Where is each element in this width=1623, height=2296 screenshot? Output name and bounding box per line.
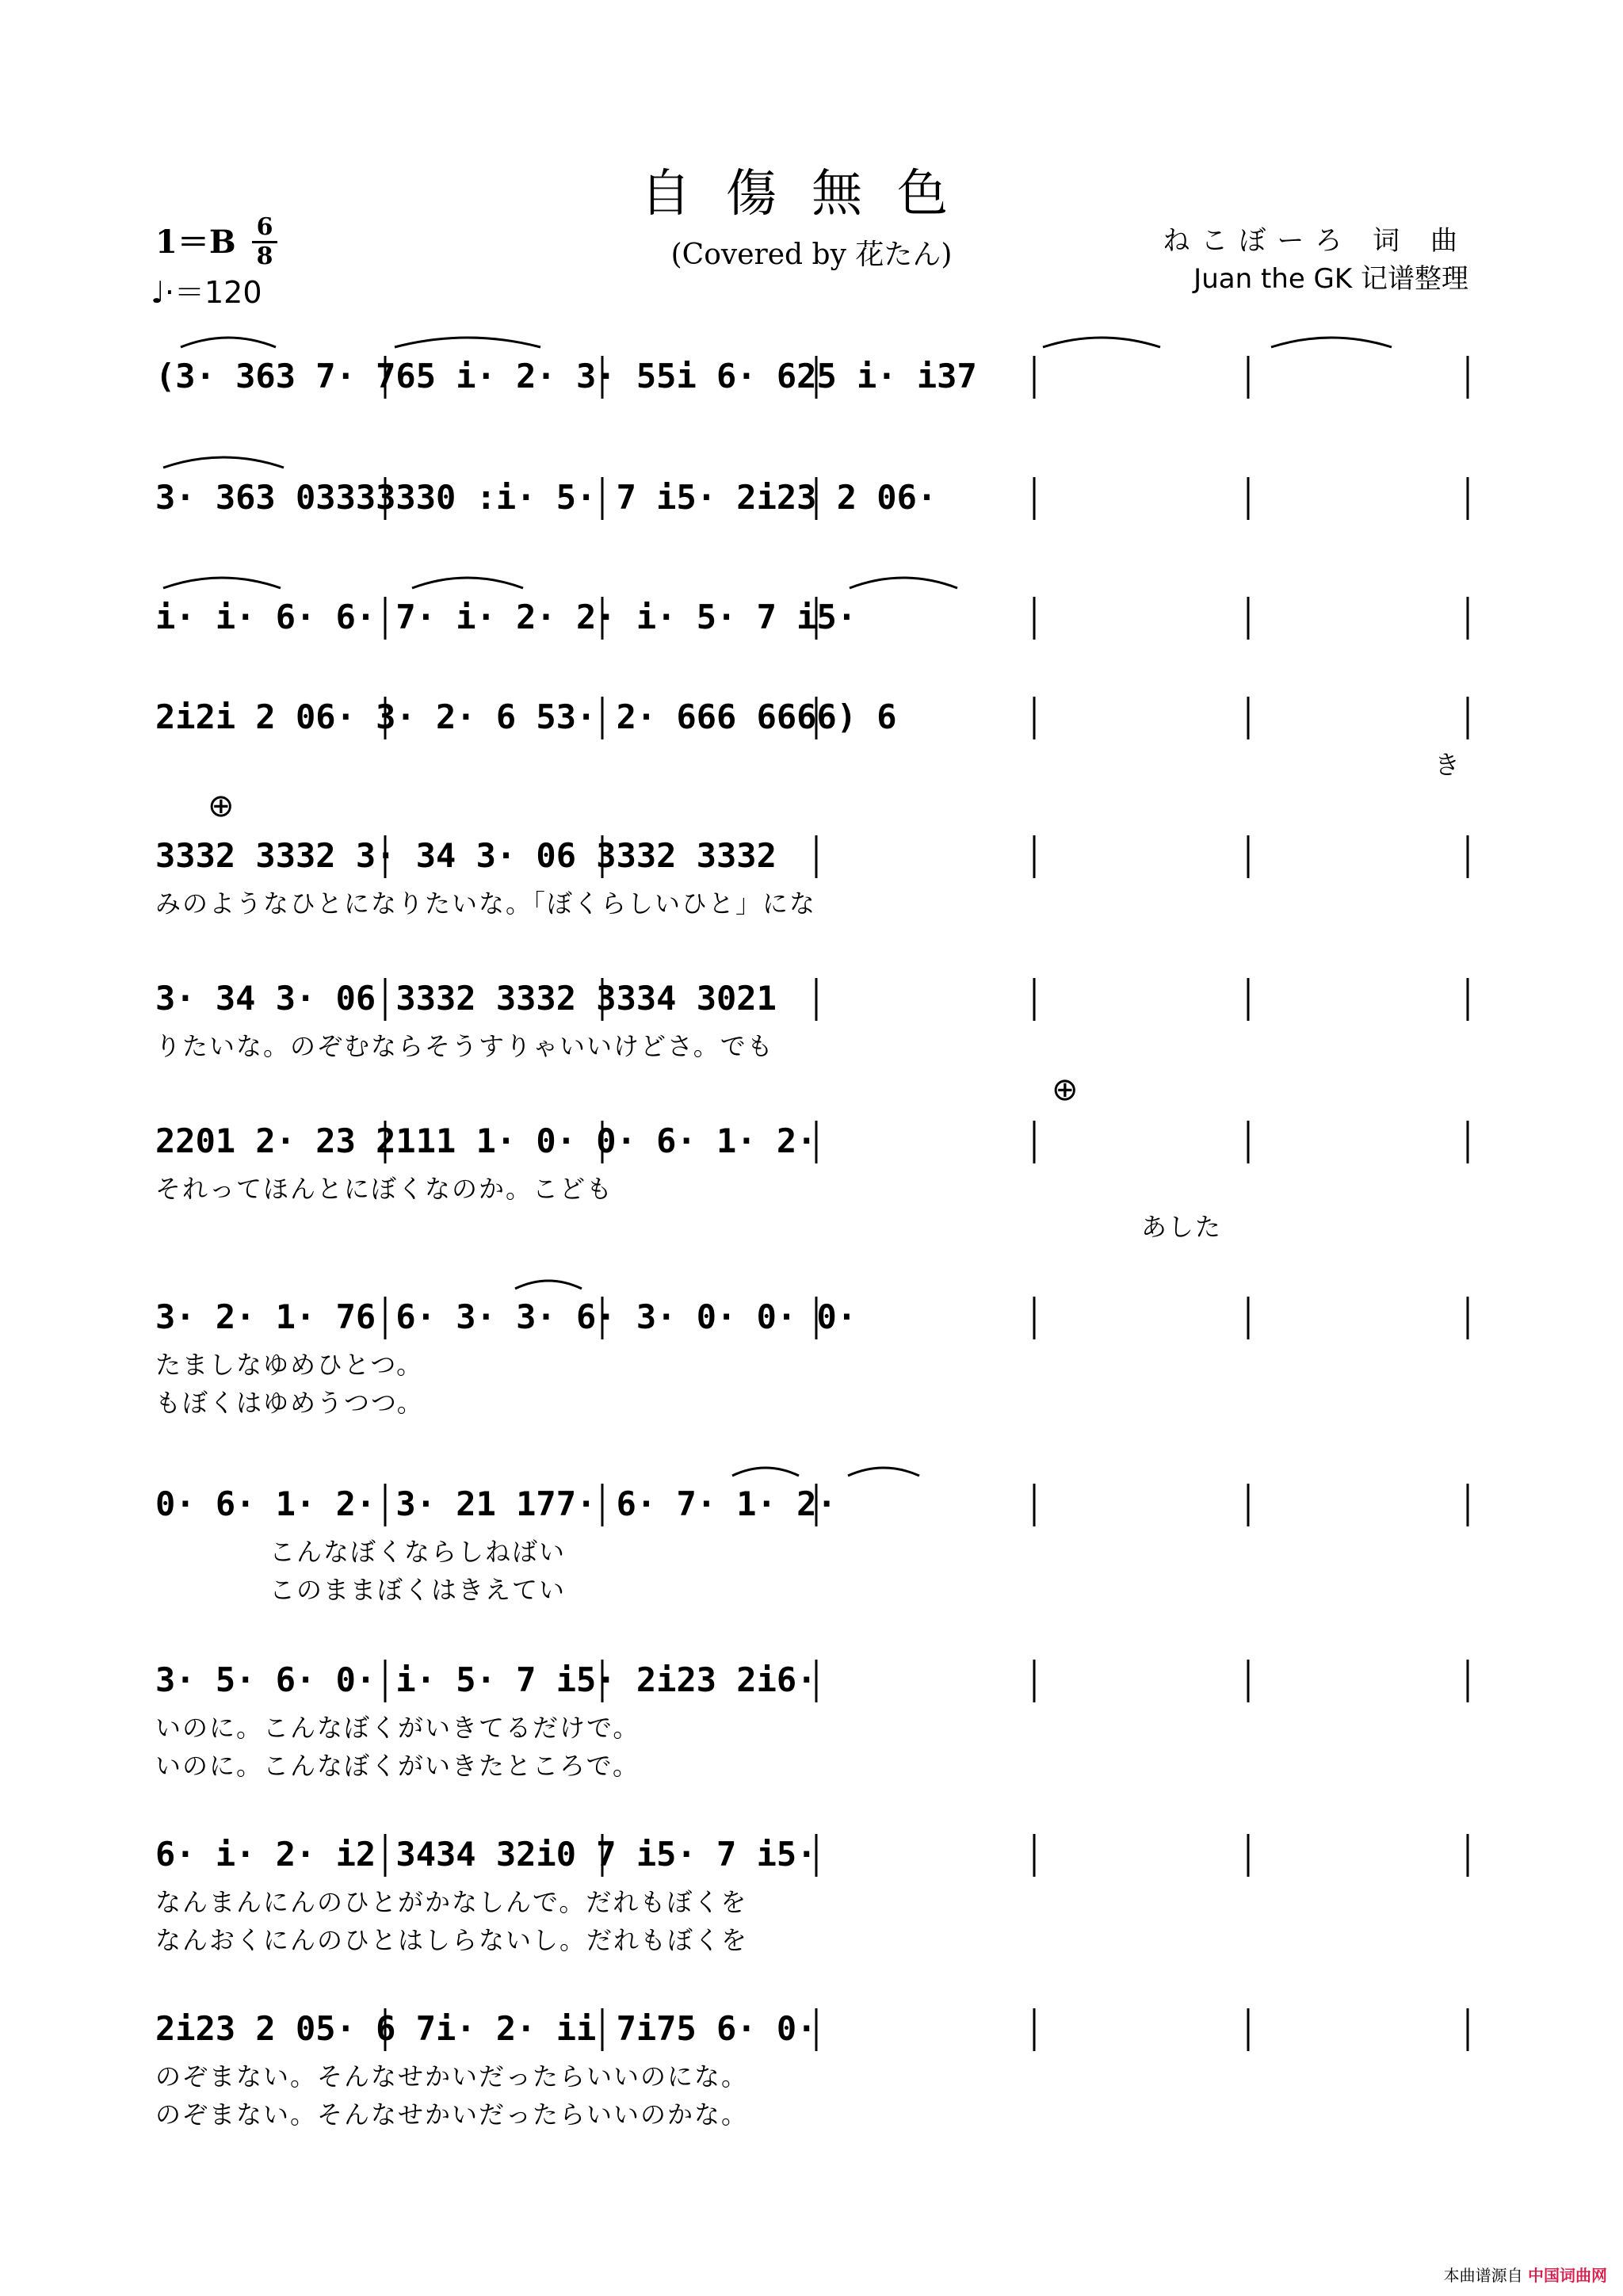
notes-line: i· i· 6· 6· 7· i· 2· 2· i· 5· 7 i5· (155, 598, 857, 636)
tie (163, 578, 281, 588)
notes-line: 2i23 2 05· 6 7i· 2· ii 7i75 6· 0· (155, 2009, 817, 2048)
tie (181, 338, 276, 347)
footer-source (1444, 2265, 1607, 2286)
notes-line: 3332 3332 3· 34 3· 06 3332 3332 (155, 836, 777, 875)
notes-line: 0· 6· 1· 2· 3· 21 177· 6· 7· 1· 2· (155, 1484, 837, 1523)
footer-source-label: 本曲谱源自 (1443, 2266, 1523, 2285)
credit-lyrics: ねこぼーろ 词 曲 (1163, 225, 1468, 257)
notes-line: 2i2i 2 06· 3· 2· 6 53· 2· 666 6666) 6 (155, 697, 897, 736)
tie (1271, 338, 1392, 347)
notes-line: (3· 363 7· 765 i· 2· 3· 55i 6· 625 i· i37 (155, 357, 977, 395)
meter-bottom: 8 (256, 243, 273, 270)
tie (1043, 338, 1160, 347)
page-title: 自傷無色 (640, 165, 983, 223)
tie (850, 578, 957, 588)
lyrics-line-1: たましなゆめひとつ。 (155, 1350, 424, 1380)
tie (395, 338, 540, 347)
tie (848, 1468, 919, 1476)
lyrics-line-1: みのようなひとになりたいな。「ぼくらしいひと」にな (155, 888, 817, 919)
lyrics-pickup: き (1434, 750, 1462, 780)
barlines (385, 356, 1468, 2051)
lyrics-line-1: いのに。こんなぼくがいきてるだけで。 (155, 1713, 640, 1743)
lyrics-line-1: こんなぼくならしねばい (269, 1537, 567, 1567)
tie (163, 457, 284, 468)
subtitle: (Covered by 花たん) (670, 239, 953, 271)
ties (163, 338, 1392, 1476)
lyrics-line-1: それってほんとにぼくなのか。こども (155, 1174, 614, 1204)
lyrics-line-2: のぞまない。そんなせかいだったらいいのかな。 (155, 2099, 749, 2130)
credit-score: Juan the GK 记谱整理 (1193, 263, 1468, 295)
notes-line: 3· 363 03333330 :i· 5· 7 i5· 2i23 2 06· (155, 478, 938, 517)
lyrics-line-1: のぞまない。そんなせかいだったらいいのにな。 (155, 2061, 749, 2092)
notes-line: 3· 2· 1· 76 6· 3· 3· 6· 3· 0· 0· 0· (155, 1297, 857, 1336)
lyrics-line-2: いのに。こんなぼくがいきたところで。 (155, 1751, 640, 1781)
notes-line: 2201 2· 23 2111 1· 0· 0· 6· 1· 2· (155, 1121, 817, 1160)
notes-line: 6· i· 2· i2 3434 32i0 7 i5· 7 i5· (155, 1835, 817, 1874)
notes-line: 3· 34 3· 06 3332 3332 3334 3021 (155, 979, 777, 1018)
tie (515, 1281, 582, 1289)
coda-icon: ⊕ (208, 788, 235, 824)
lyrics-line-2: あした (1141, 1212, 1223, 1242)
notes-line: 3· 5· 6· 0· i· 5· 7 i5· 2i23 2i6· (155, 1660, 817, 1699)
footer-brand: 中国词曲网 (1528, 2266, 1607, 2285)
lyrics-line-2: もぼくはゆめうつつ。 (155, 1388, 424, 1418)
lyrics-line-2: なんおくにんのひとはしらないし。だれもぼくを (155, 1925, 749, 1955)
lyrics-line-1: なんまんにんのひとがかなしんで。だれもぼくを (155, 1887, 748, 1917)
lyrics-line-1: りたいな。のぞむならそうすりゃいいけどさ。でも (155, 1031, 774, 1061)
tie (732, 1468, 799, 1476)
meter-top: 6 (256, 213, 273, 241)
tie (412, 578, 523, 588)
coda-icon: ⊕ (1052, 1072, 1079, 1108)
tempo-marking: ♩·＝120 (151, 275, 262, 310)
key-signature: 1＝B (155, 223, 236, 261)
lyrics-line-2: このままぼくはきえてい (269, 1575, 567, 1605)
